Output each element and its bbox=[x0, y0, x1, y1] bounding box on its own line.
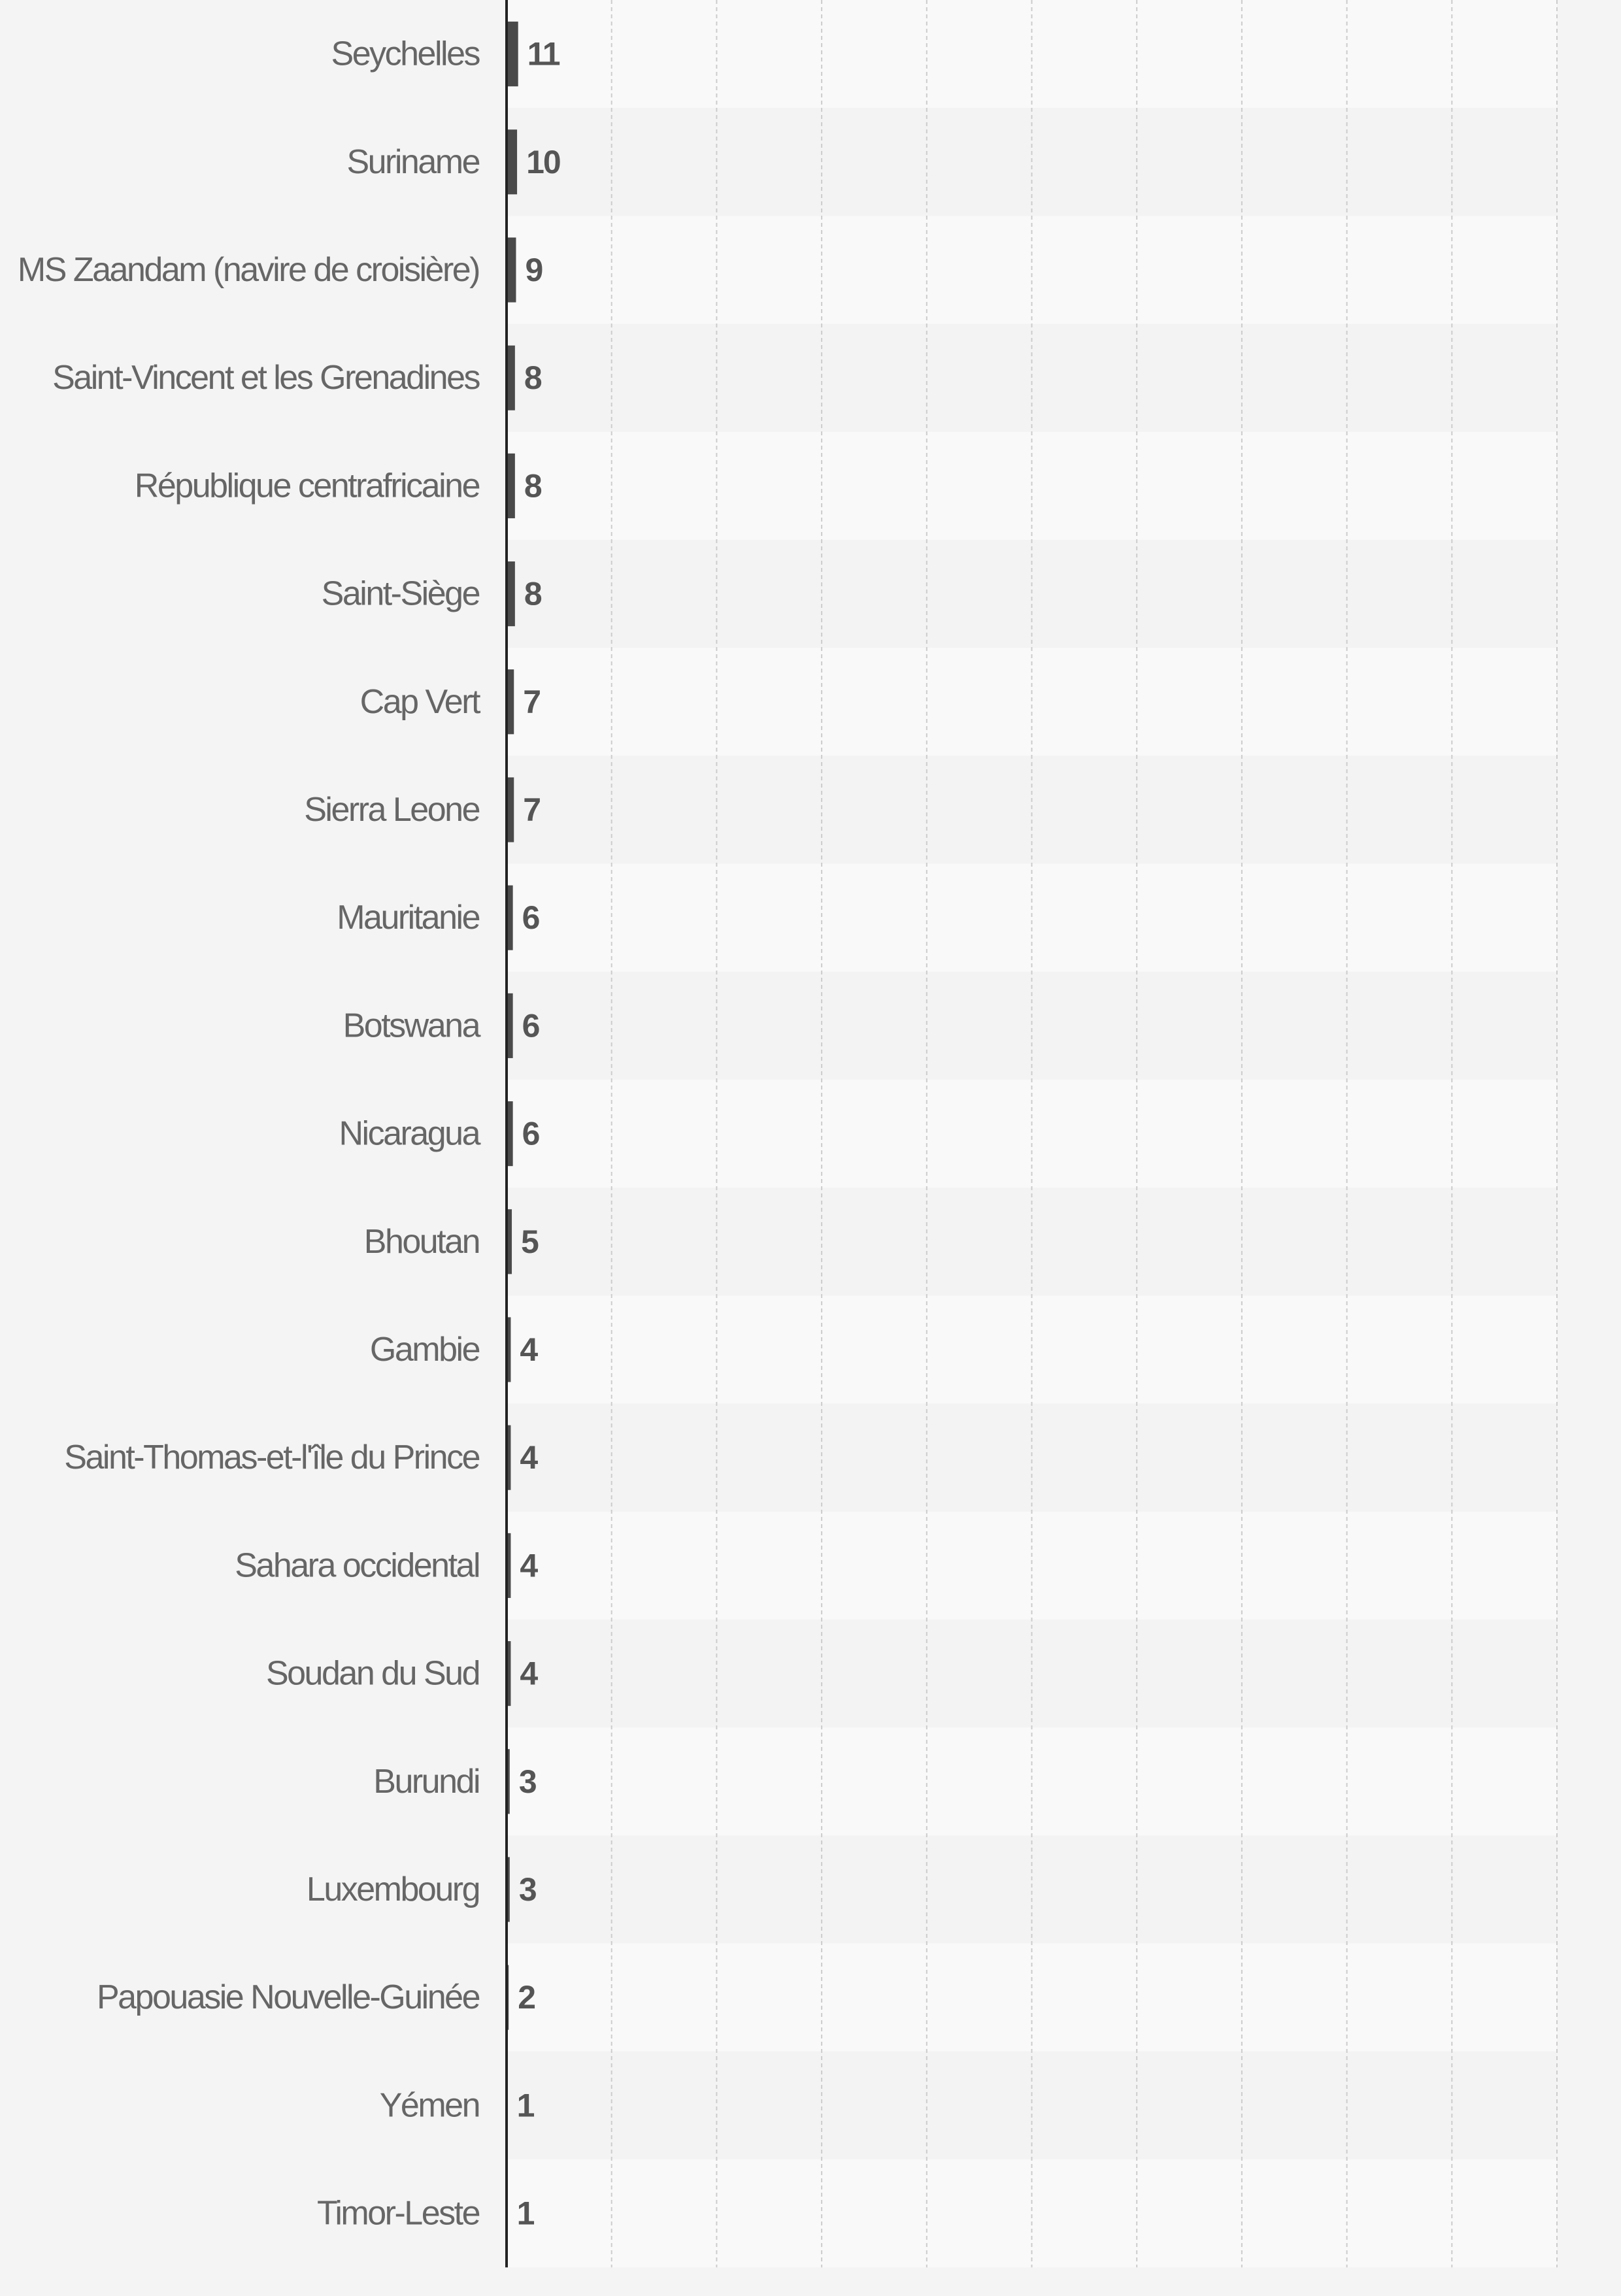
value-label: 8 bbox=[524, 467, 541, 505]
category-label: Gambie bbox=[369, 1331, 479, 1369]
category-label: Saint-Siège bbox=[321, 574, 479, 613]
bar bbox=[507, 129, 517, 194]
value-label: 4 bbox=[520, 1331, 537, 1368]
value-label: 2 bbox=[518, 1979, 535, 2016]
category-label: Suriname bbox=[346, 142, 479, 181]
category-label: Saint-Thomas-et-l'île du Prince bbox=[64, 1439, 479, 1477]
value-label: 5 bbox=[521, 1223, 538, 1260]
category-label: Sierra Leone bbox=[304, 791, 479, 829]
value-label: 4 bbox=[520, 1439, 537, 1476]
category-label: République centrafricaine bbox=[134, 467, 479, 505]
category-label: Botswana bbox=[343, 1007, 479, 1045]
value-label: 10 bbox=[526, 143, 560, 180]
category-label: Burundi bbox=[373, 1762, 479, 1801]
category-label: Luxembourg bbox=[306, 1871, 479, 1908]
value-label: 3 bbox=[518, 1871, 536, 1908]
category-label: Timor-Leste bbox=[317, 2194, 479, 2233]
bar bbox=[507, 22, 518, 86]
category-label: Sahara occidental bbox=[235, 1546, 479, 1585]
value-label: 6 bbox=[522, 899, 539, 937]
category-label: Mauritanie bbox=[337, 899, 479, 937]
value-label: 8 bbox=[524, 575, 541, 612]
value-label: 6 bbox=[522, 1007, 539, 1044]
value-label: 3 bbox=[518, 1763, 536, 1800]
category-label: Bhoutan bbox=[363, 1222, 479, 1261]
category-labels bbox=[18, 35, 481, 2233]
value-label: 4 bbox=[520, 1655, 537, 1692]
value-label: 6 bbox=[522, 1115, 539, 1152]
category-label: Yémen bbox=[379, 2086, 479, 2125]
category-label: Papouasie Nouvelle-Guinée bbox=[96, 1978, 479, 2017]
value-label: 4 bbox=[520, 1547, 537, 1584]
value-label: 1 bbox=[516, 2195, 534, 2232]
value-label: 11 bbox=[527, 35, 560, 73]
value-label: 7 bbox=[523, 683, 541, 720]
value-label: 9 bbox=[525, 252, 543, 288]
value-label: 1 bbox=[516, 2087, 534, 2124]
value-label: 7 bbox=[523, 791, 541, 828]
category-label: Cap Vert bbox=[359, 682, 479, 721]
category-label: Nicaragua bbox=[339, 1114, 479, 1153]
category-label: Saint-Vincent et les Grenadines bbox=[52, 359, 479, 397]
category-label: Seychelles bbox=[331, 35, 479, 73]
category-label: Soudan du Sud bbox=[265, 1654, 479, 1693]
value-label: 8 bbox=[524, 359, 541, 397]
bar bbox=[507, 237, 516, 302]
category-label: MS Zaandam (navire de croisière) bbox=[17, 251, 479, 289]
